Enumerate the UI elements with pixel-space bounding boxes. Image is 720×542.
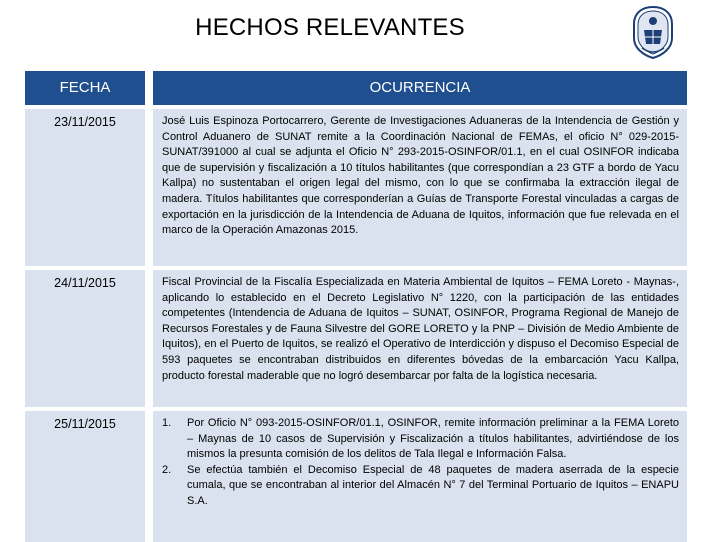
list-item-number: 2. [162,463,172,476]
events-table [25,71,687,542]
list-item [162,463,679,510]
page-title: HECHOS RELEVANTES [195,14,465,41]
occurrence-cell: Fiscal Provincial de la Fiscalía Especializada en Materia Ambiental de Iquitos – FEMA Loreto - Maynas-, aplicando lo establecido en el Decreto Legislativo N° 1220, con la participación de las entidades competentes (Intendencia de Aduana de Iquitos – SUNAT, OSINFOR, Programa Regional de Manejo de Recursos Forestales y de Fauna Silvestre del GORE LORETO y la PNP – División de Medio Ambiente de Iquitos), en el Puerto de Iquitos, se realizó el Operativo de Interdicción y dispuso el Decomiso Especial de 593 paquetes se encontraban distribuidos en diferentes bóvedas de la embarcación Yacu Kallpa, producto forestal maderable que no logró desembarcar por falta de la logística necesaria. [153,270,687,407]
list-item-number: 1. [162,417,172,429]
list-item [162,416,679,463]
date-cell: 24/11/2015 [25,270,145,407]
occurrence-cell [153,411,687,542]
list-item-text: Se efectúa también el Decomiso Especial de 48 paquetes de madera aserrada de la especie cumala, que se encontraban al interior del Almacén N° 7 del Terminal Portuario de Iquitos – ENAPU S.A. [187,463,679,507]
ocurrencia-header: OCURRENCIA [153,71,687,105]
institutional-seal-icon [630,4,676,60]
date-cell: 23/11/2015 [25,109,145,266]
list-item-text: Por Oficio N° 093-2015-OSINFOR/01.1, OSINFOR, remite información preliminar a la FEMA Loreto – Maynas de 10 casos de Supervisión y Fiscalización a títulos habilitantes, advirtiéndose de los mismos la presunta comisión de los delitos de Tala Ilegal e Información Falsa. [187,417,679,461]
occurrence-cell: José Luis Espinoza Portocarrero, Gerente de Investigaciones Aduaneras de la Intendencia de Gestión y Control Aduanero de SUNAT remite a la Coordinación Nacional de FEMAs, el oficio N° 029-2015-SUNAT/391000 al cual se adjunta el Oficio N° 293-2015-OSINFOR/01.1, en el cual OSINFOR indicaba que de supervisión y fiscalización a 10 títulos habilitantes (que correspondían a 23 GTF a bordo de Yacu Kallpa) no sustentaban el origen legal del mismo, con lo que se confirmaba la extracción ilegal de madera. Títulos habilitantes que corresponderían a Guías de Transporte Forestal vinculadas a cargas de exportación en la jurisdicción de la Intendencia de Aduana de Iquitos, información que fue relevada en el marco de la Operación Amazonas 2015. [153,109,687,266]
table-header [25,71,687,105]
table-row [25,270,687,407]
fecha-header: FECHA [25,71,145,105]
table-row [25,109,687,266]
date-cell: 25/11/2015 [25,411,145,542]
table-row [25,411,687,542]
